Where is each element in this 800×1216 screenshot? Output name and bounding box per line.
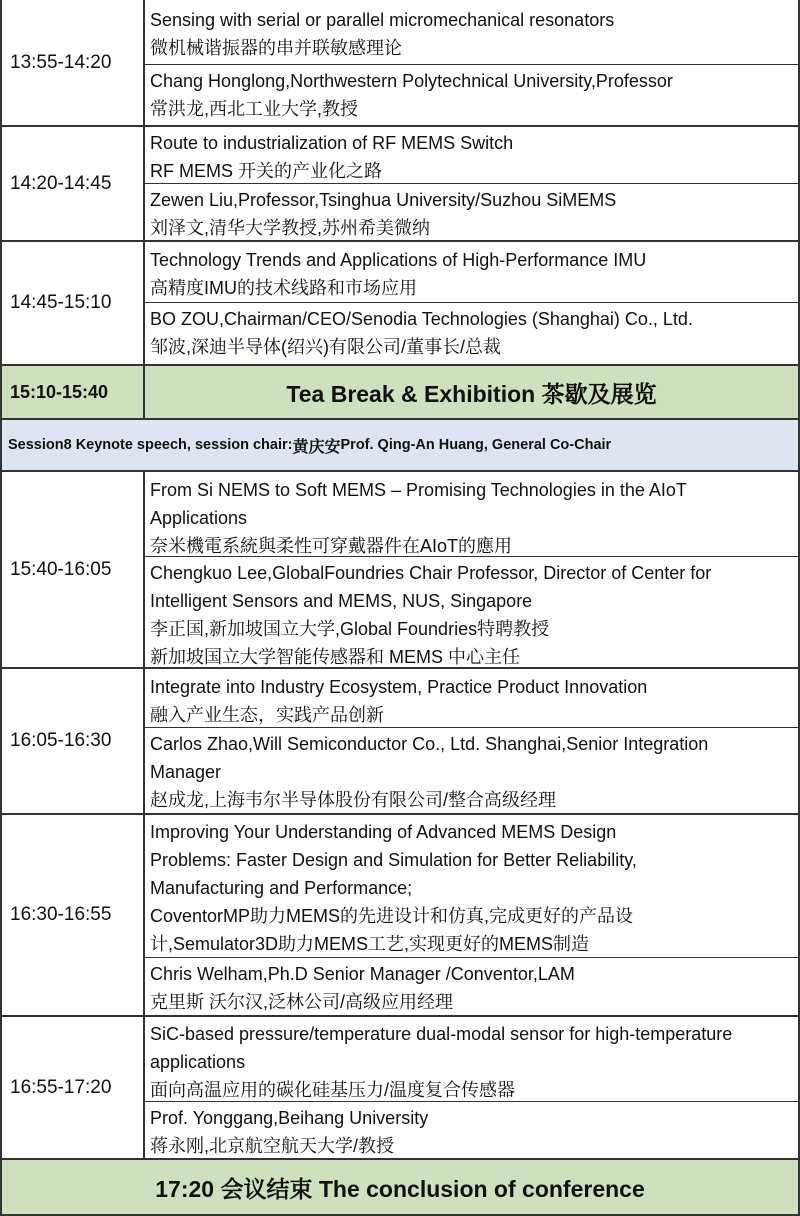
- talk-topic: Sensing with serial or parallel micromechanical resonators 微机械谐振器的串并联敏感理论: [150, 10, 615, 58]
- table-row: [2, 815, 798, 1017]
- talk-topic: Technology Trends and Applications of High-Performance IMU 高精度IMU的技术线路和市场应用: [150, 250, 647, 298]
- table-row: [2, 1017, 798, 1158]
- talk-cell: [145, 0, 798, 125]
- talk-cell: [145, 669, 798, 813]
- closing-label: 17:20 会议结束 The conclusion of conference: [155, 1175, 645, 1202]
- time-slot: 16:30-16:55: [2, 815, 145, 1015]
- talk-topic: SiC-based pressure/temperature dual-modal sensor for high-temperature applications 面向高温应用的碳化硅基压力/温度复合传感器: [150, 1024, 733, 1100]
- talk-cell: [145, 242, 798, 364]
- tea-break-row: [2, 366, 798, 420]
- talk-topic: Integrate into Industry Ecosystem, Practice Product Innovation 融入产业生态，实践产品创新: [150, 677, 648, 725]
- session-header: [2, 420, 798, 472]
- talk-topic: From Si NEMS to Soft MEMS – Promising Technologies in the AIoT Applications 奈米機電系統與柔性可穿戴器件在AIoT的應用: [150, 480, 687, 556]
- talk-speaker: Carlos Zhao,Will Semiconductor Co., Ltd. Shanghai,Senior Integration Manager 赵成龙,上海韦尔半导体股份有限公司/整合高级经理: [145, 727, 798, 814]
- talk-speaker: Chang Honglong,Northwestern Polytechnical University,Professor 常洪龙,西北工业大学,教授: [145, 64, 798, 123]
- table-row: [2, 127, 798, 242]
- table-row: [2, 0, 798, 127]
- talk-speaker: Chris Welham,Ph.D Senior Manager /Conventor,LAM 克里斯 沃尔汉,泛林公司/高级应用经理: [145, 957, 798, 1016]
- time-slot: 16:55-17:20: [2, 1017, 145, 1158]
- closing-row: [2, 1158, 798, 1216]
- talk-topic: Route to industrialization of RF MEMS Switch RF MEMS 开关的产业化之路: [150, 133, 514, 181]
- time-slot: 14:45-15:10: [2, 242, 145, 364]
- table-row: [2, 242, 798, 366]
- talk-speaker: BO ZOU,Chairman/CEO/Senodia Technologies (Shanghai) Co., Ltd. 邹波,深迪半导体(绍兴)有限公司/董事长/总裁: [145, 302, 798, 361]
- talk-cell: [145, 472, 798, 667]
- talk-cell: [145, 127, 798, 240]
- talk-speaker: Prof. Yonggang,Beihang University 蒋永刚,北京航空航天大学/教授: [145, 1101, 798, 1160]
- talk-speaker: Chengkuo Lee,GlobalFoundries Chair Professor, Director of Center for Intelligent Sensors and MEMS, NUS, Singapore 李正国,新加坡国立大学,Global Foundries特聘教授 新加坡国立大学智能传感器和 MEMS 中心主任: [145, 556, 798, 671]
- talk-topic: Improving Your Understanding of Advanced MEMS Design Problems: Faster Design and Simulation for Better Reliability, Manufacturing and Performance; CoventorMP助力MEMS的先进设计和仿真,完成更好的产品设 计,Semulator3D助力MEMS工艺,实现更好的MEMS制造: [150, 822, 637, 954]
- time-slot: 13:55-14:20: [2, 0, 145, 125]
- talk-cell: [145, 815, 798, 1015]
- table-row: [2, 669, 798, 815]
- time-slot: 16:05-16:30: [2, 669, 145, 813]
- time-slot: 14:20-14:45: [2, 127, 145, 240]
- time-slot: 15:40-16:05: [2, 472, 145, 667]
- tea-break-time: 15:10-15:40: [2, 366, 145, 418]
- session-chair: Prof. Qing-An Huang, General Co-Chair: [340, 437, 612, 453]
- table-row: [2, 472, 798, 669]
- session-title: Session8 Keynote speech, session chair:: [8, 437, 293, 453]
- talk-cell: [145, 1017, 798, 1158]
- talk-speaker: Zewen Liu,Professor,Tsinghua University/Suzhou SiMEMS 刘泽文,清华大学教授,苏州希美微纳: [145, 183, 798, 242]
- session-chair-cn: 黄庆安: [292, 438, 341, 456]
- tea-break-label: Tea Break & Exhibition 茶歇及展览: [286, 380, 657, 407]
